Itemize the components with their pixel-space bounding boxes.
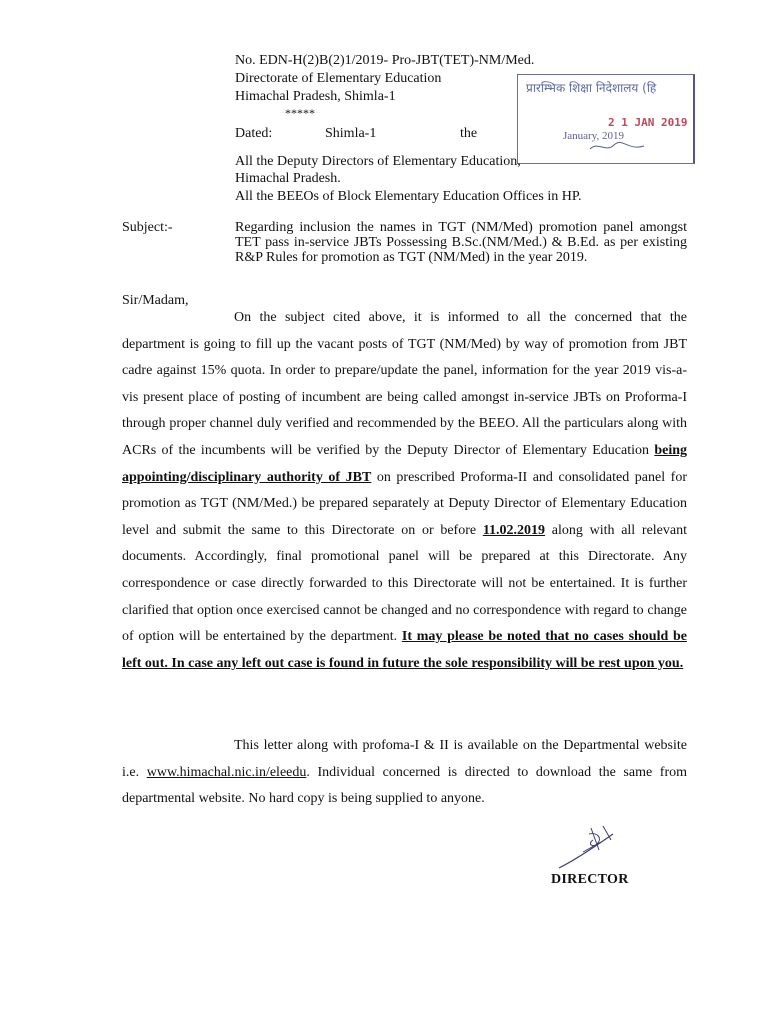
signatory-title: DIRECTOR <box>551 872 629 887</box>
salutation: Sir/Madam, <box>122 293 189 308</box>
recipient-line-1: All the Deputy Directors of Elementary Education, <box>235 154 521 169</box>
para1-text-a: On the subject cited above, it is informed to all the concerned that the department is going to fill up the vacant posts of TGT (NM/Med) by way of promotion from JBT cadre against 15% quota. In order to prepare/update the panel, information for the year 2019 vis-a-vis present place of posting of incumbent are being called amongst in-service JBTs on Proforma-I through proper channel duly verified and recommended by the BEEO. All the particulars along with ACRs of the incumbents will be verified by the Deputy Director of Elementary Education <box>122 310 687 458</box>
para1-text-b: on prescribed Proforma-II and consolidated panel for promotion as TGT (NM/Med.) be prepared separately at Deputy Director of Elementary Education level and submit the same to this Directorate on or before <box>122 469 688 538</box>
body-paragraph-2 <box>122 733 687 813</box>
dated-label: Dated: <box>235 126 273 141</box>
stamp-month-year: January, 2019 <box>563 130 624 142</box>
stamp-date: 2 1 JAN 2019 <box>608 116 688 129</box>
received-stamp <box>517 74 695 164</box>
recipient-line-3: All the BEEOs of Block Elementary Education Offices in HP. <box>235 189 582 204</box>
stamp-hindi-text: प्रारम्भिक शिक्षा निदेशालय (हि <box>526 81 657 95</box>
stamp-scribble-icon <box>588 139 648 155</box>
dated-place: Shimla-1 <box>325 126 377 141</box>
signature-icon <box>553 822 633 872</box>
para2-text-a: This letter along with profoma-I & II is available on the Departmental website i.e. <box>122 738 687 780</box>
subject-label: Subject:- <box>122 220 173 235</box>
separator-stars: ***** <box>285 106 315 120</box>
recipient-line-2: Himachal Pradesh. <box>235 171 341 186</box>
office-location: Himachal Pradesh, Shimla-1 <box>235 89 396 104</box>
reference-number: No. EDN-H(2)B(2)1/2019- Pro-JBT(TET)-NM/Med. <box>235 53 535 68</box>
para1-emphasis-note: It may please be noted that no cases should be left out. In case any left out case is found in future the sole responsibility will be rest upon you. <box>122 629 687 671</box>
body-paragraph-1 <box>122 305 687 677</box>
dated-the: the <box>460 126 478 141</box>
deadline-date: 11.02.2019 <box>482 522 546 538</box>
para1-emphasis-authority: being appointing/disciplinary authority of JBT <box>122 442 687 485</box>
office-name: Directorate of Elementary Education <box>235 71 442 86</box>
website-link[interactable]: www.himachal.nic.in/eleedu <box>146 764 307 780</box>
para2-text-b: . Individual concerned is directed to download the same from departmental website. No hard copy is being supplied to anyone. <box>122 764 688 807</box>
subject-text: Regarding inclusion the names in TGT (NM/Med) promotion panel amongst TET pass in-service JBTs Possessing B.Sc.(NM/Med.) & B.Ed. as per existing R&P Rules for promotion as TGT (NM/Med) in the year 2019. <box>235 220 687 265</box>
para1-text-c: along with all relevant documents. Accordingly, final promotional panel will be prepared at this Directorate. Any correspondence or case directly forwarded to this Directorate will not be entertained. It is further clarified that option once exercised cannot be changed and no correspondence with regard to change of option will be entertained by the department. <box>122 522 687 645</box>
